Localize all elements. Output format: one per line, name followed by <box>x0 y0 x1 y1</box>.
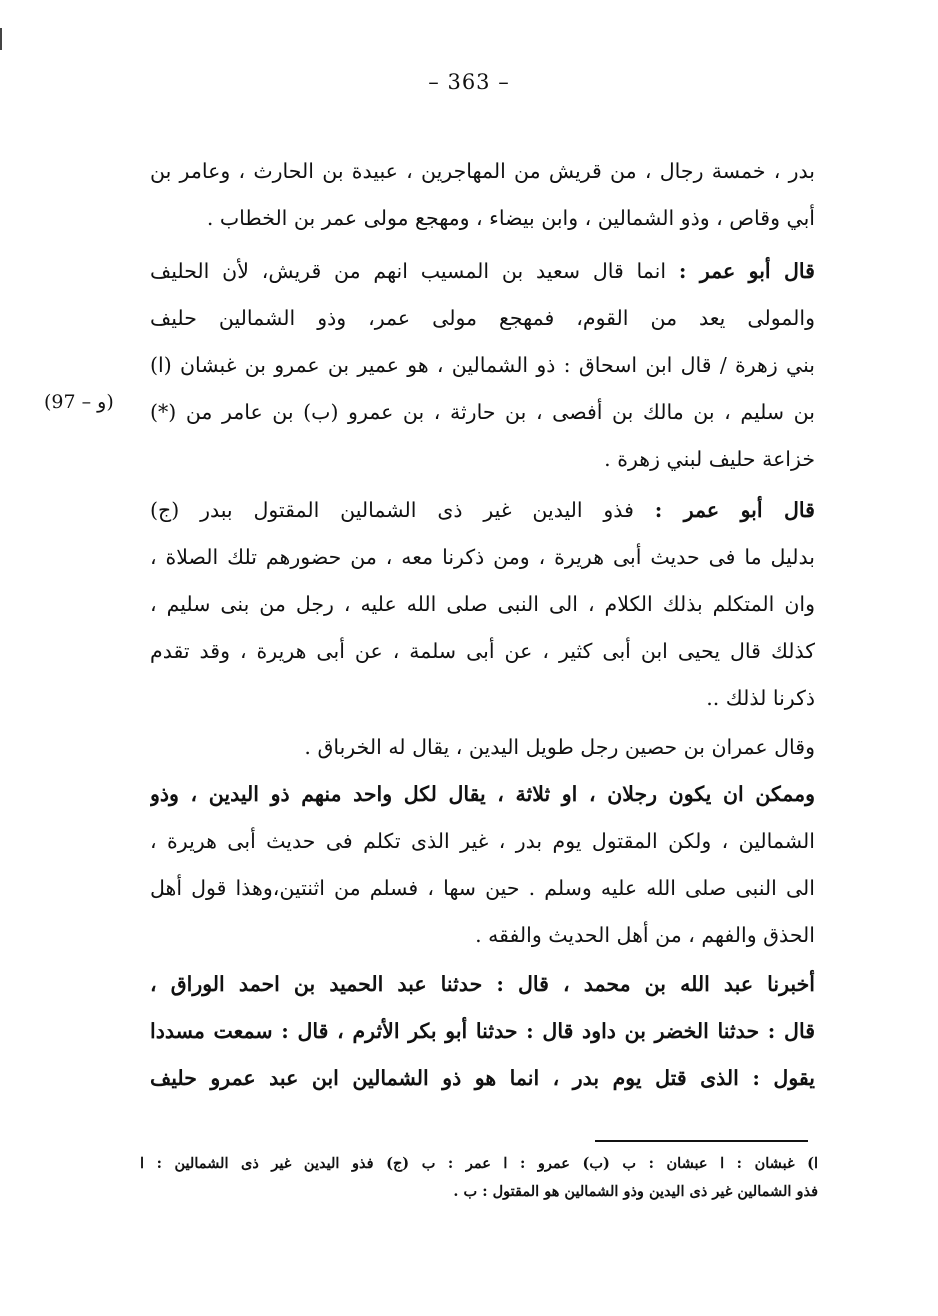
speaker-label: قال أبو عمر : <box>678 259 815 283</box>
paragraph-2 <box>150 248 815 483</box>
text-line: ذكرنا لذلك .. <box>706 686 815 710</box>
paragraph-1 <box>150 148 815 242</box>
page-number: – 363 – <box>428 70 510 94</box>
text-line: وقال عمران بن حصين رجل طويل اليدين ، يقال له الخرباق . <box>304 735 815 759</box>
paragraph-3 <box>150 487 815 722</box>
footnote-divider <box>595 1140 808 1142</box>
text-line: أخبرنا عبد الله بن محمد ، قال : حدثنا عبد الحميد بن احمد الوراق ، <box>150 972 815 996</box>
text-line: خزاعة حليف لبني زهرة . <box>604 447 815 471</box>
line-text: انما قال سعيد بن المسيب انهم من قريش، لأن الحليف <box>150 259 667 283</box>
text-line: الحذق والفهم ، من أهل الحديث والفقه . <box>475 923 815 947</box>
text-line: قال : حدثنا الخضر بن داود قال : حدثنا أبو بكر الأثرم ، قال : سمعت مسددا <box>150 1019 815 1043</box>
footnote-line: ا) غبشان : ا عبشان : ب (ب) عمرو : ا عمر : ب (ج) فذو اليدين غير ذى الشمالين : ا <box>140 1155 818 1172</box>
paragraph-4 <box>150 724 815 959</box>
text-line: وان المتكلم بذلك الكلام ، الى النبى صلى الله عليه ، رجل من بنى سليم ، <box>150 592 815 616</box>
text-line: بن سليم ، بن مالك بن أفصى ، بن حارثة ، بن عمرو (ب) بن عامر من (*) <box>150 400 815 424</box>
text-line: بدليل ما فى حديث أبى هريرة ، ومن ذكرنا معه ، من حضورهم تلك الصلاة ، <box>150 545 815 569</box>
text-line: أبي وقاص ، وذو الشمالين ، وابن بيضاء ، ومهجع مولى عمر بن الخطاب . <box>206 206 815 230</box>
text-line: وممكن ان يكون رجلان ، او ثلاثة ، يقال لكل واحد منهم ذو اليدين ، وذو <box>150 782 815 806</box>
paragraph-5 <box>150 961 815 1102</box>
text-line: كذلك قال يحيى ابن أبى كثير ، عن أبى سلمة ، عن أبى هريرة ، وقد تقدم <box>150 639 815 663</box>
footnotes <box>140 1150 818 1206</box>
speaker-label: قال أبو عمر : <box>654 498 815 522</box>
footnote-line: فذو الشمالين غير ذى اليدين وذو الشمالين هو المقتول : ب . <box>453 1183 818 1200</box>
text-line: والمولى يعد من القوم، فمهجع مولى عمر، وذو الشمالين حليف <box>150 306 815 330</box>
text-line: بدر ، خمسة رجال ، من قريش من المهاجرين ، عبيدة بن الحارث ، وعامر بن <box>150 159 815 183</box>
scan-edge-mark <box>0 28 2 50</box>
line-text: فذو اليدين غير ذى الشمالين المقتول ببدر (ج) <box>150 498 634 522</box>
text-line: بني زهرة / قال ابن اسحاق : ذو الشمالين ، هو عمير بن عمرو بن غبشان (ا) <box>150 353 815 377</box>
text-line <box>150 487 815 534</box>
text-line: يقول : الذى قتل يوم بدر ، انما هو ذو الشمالين ابن عبد عمرو حليف <box>150 1066 815 1090</box>
text-line: الشمالين ، ولكن المقتول يوم بدر ، غير الذى تكلم فى حديث أبى هريرة ، <box>150 829 815 853</box>
margin-note: (97 – و) <box>44 391 114 413</box>
text-line: الى النبى صلى الله عليه وسلم . حين سها ، فسلم من اثنتين،وهذا قول أهل <box>150 876 815 900</box>
text-line <box>150 248 815 295</box>
